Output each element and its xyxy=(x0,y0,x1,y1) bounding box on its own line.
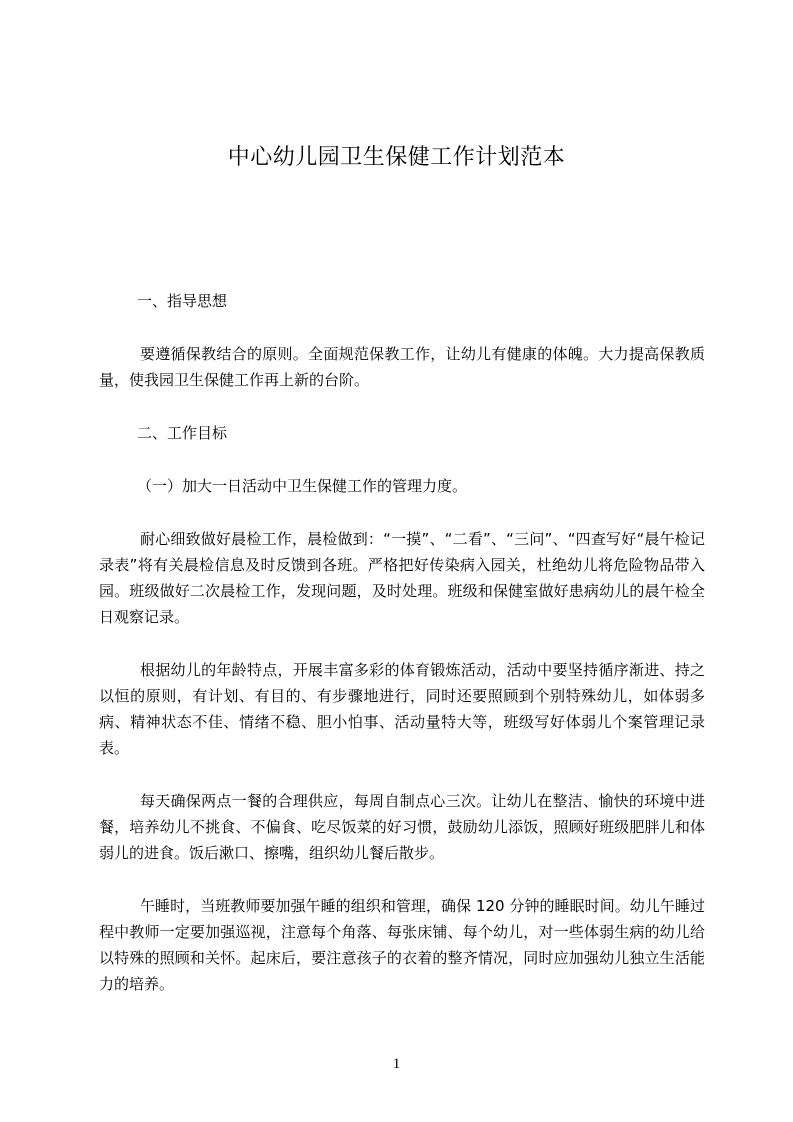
section-heading-guiding-ideology: 一、指导思想 xyxy=(137,292,228,310)
subsection-heading-daily-management: （一）加大一日活动中卫生保健工作的管理力度。 xyxy=(137,477,468,495)
document-body xyxy=(99,288,705,997)
paragraph-nap-time: 午睡时，当班教师要加强午睡的组织和管理，确保 120 分钟的睡眠时间。幼儿午睡过程中教师一定要加强巡视，注意每个角落、每张床铺、每个幼儿，对一些体弱生病的幼儿给以特殊的照顾和关怀。起床后，要注意孩子的衣着的整齐情况，同时应加强幼儿独立生活能力的培养。 xyxy=(99,897,705,993)
paragraph-physical-activities: 根据幼儿的年龄特点，开展丰富多彩的体育锻炼活动，活动中要坚持循序渐进、持之以恒的原则，有计划、有目的、有步骤地进行，同时还要照顾到个别特殊幼儿，如体弱多病、精神状态不佳、情绪不稳、胆小怕事、活动量特大等，班级写好体弱儿个案管理记录表。 xyxy=(99,661,705,757)
section-heading-work-goals: 二、工作目标 xyxy=(137,424,228,442)
paragraph-guiding-ideology: 要遵循保教结合的原则。全面规范保教工作，让幼儿有健康的体魄。大力提高保教质量，使我园卫生保健工作再上新的台阶。 xyxy=(99,345,705,389)
paragraph-meals: 每天确保两点一餐的合理供应，每周自制点心三次。让幼儿在整洁、愉快的环境中进餐，培养幼儿不挑食、不偏食、吃尽饭菜的好习惯，鼓励幼儿添饭，照顾好班级肥胖儿和体弱儿的进食。饭后漱口、擦嘴，组织幼儿餐后散步。 xyxy=(99,792,705,862)
page-number: 1 xyxy=(392,1056,401,1072)
document-title: 中心幼儿园卫生保健工作计划范本 xyxy=(227,145,566,170)
paragraph-morning-check: 耐心细致做好晨检工作，晨检做到：“一摸”、“二看”、“三问”、“四查写好“晨午检记录表”将有关晨检信息及时反馈到各班。严格把好传染病入园关，杜绝幼儿将危险物品带入园。班级做好二次晨检工作，发现问题，及时处理。班级和保健室做好患病幼儿的晨午检全日观察记录。 xyxy=(99,530,705,626)
